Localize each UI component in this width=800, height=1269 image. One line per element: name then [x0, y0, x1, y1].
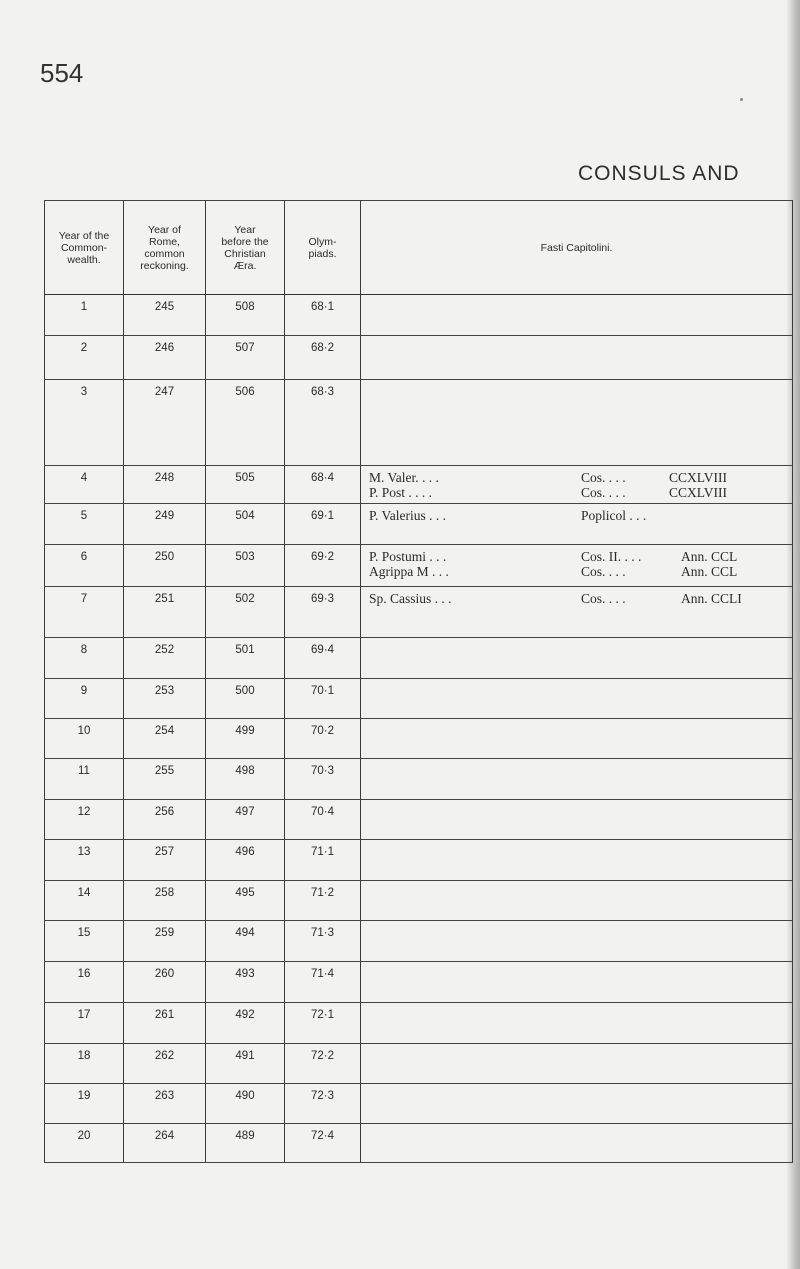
- cell-commonwealth: 4: [45, 466, 124, 504]
- table-row: [45, 638, 793, 679]
- consul-epithet: CCXLVIII: [669, 470, 728, 485]
- cell-fasti: [361, 295, 793, 336]
- cell-fasti: [361, 504, 793, 545]
- cell-rome: 257: [124, 840, 206, 881]
- table-row: [45, 587, 793, 638]
- cell-bce: 492: [206, 1003, 285, 1044]
- cell-rome: 249: [124, 504, 206, 545]
- cell-fasti: [361, 881, 793, 921]
- annus-number: Ann. CCL: [681, 549, 738, 564]
- cell-rome: 264: [124, 1124, 206, 1163]
- cell-commonwealth: 18: [45, 1044, 124, 1084]
- fasti-entry: [369, 549, 792, 564]
- table-row: [45, 1044, 793, 1084]
- cell-olympiad: 71·4: [285, 962, 361, 1003]
- cell-fasti: [361, 638, 793, 679]
- cell-rome: 263: [124, 1084, 206, 1124]
- office-title: Cos. . . .: [581, 485, 626, 500]
- table-row: [45, 759, 793, 800]
- consuls-table: [44, 200, 793, 1163]
- cell-fasti: [361, 587, 793, 638]
- table-row: [45, 1124, 793, 1163]
- cell-bce: 490: [206, 1084, 285, 1124]
- cell-fasti: [361, 1124, 793, 1163]
- cell-bce: 493: [206, 962, 285, 1003]
- cell-commonwealth: 5: [45, 504, 124, 545]
- table-row: [45, 380, 793, 466]
- cell-commonwealth: 20: [45, 1124, 124, 1163]
- cell-commonwealth: 2: [45, 336, 124, 380]
- cell-rome: 254: [124, 719, 206, 759]
- annus-number: Ann. CCLI: [681, 591, 742, 606]
- office-title: Cos. . . .: [581, 591, 626, 606]
- table-header-row: [45, 201, 793, 295]
- cell-bce: 498: [206, 759, 285, 800]
- consul-name: P. Post . . . .: [369, 485, 433, 500]
- cell-fasti: [361, 719, 793, 759]
- cell-bce: 494: [206, 921, 285, 962]
- cell-rome: 250: [124, 545, 206, 587]
- fasti-entry: [369, 564, 792, 579]
- cell-rome: 256: [124, 800, 206, 840]
- header-year-rome: Year of Rome, common reckoning.: [124, 201, 206, 295]
- office-title: Cos. II. . . .: [581, 549, 642, 564]
- office-title: Cos. . . .: [581, 564, 626, 579]
- table-row: [45, 881, 793, 921]
- table-row: [45, 466, 793, 504]
- cell-bce: 504: [206, 504, 285, 545]
- consul-name: M. Valer. . . .: [369, 470, 439, 485]
- office-title: Cos. . . .: [581, 470, 626, 485]
- cell-olympiad: 69·3: [285, 587, 361, 638]
- cell-bce: 489: [206, 1124, 285, 1163]
- cell-commonwealth: 12: [45, 800, 124, 840]
- cell-olympiad: 68·3: [285, 380, 361, 466]
- cell-olympiad: 69·1: [285, 504, 361, 545]
- cell-fasti: [361, 1003, 793, 1044]
- cell-rome: 252: [124, 638, 206, 679]
- cell-rome: 246: [124, 336, 206, 380]
- consul-epithet: CCXLVIII: [669, 485, 728, 500]
- annus-number: Ann. CCL: [681, 564, 738, 579]
- fasti-entry: [369, 508, 792, 523]
- table-row: [45, 295, 793, 336]
- header-fasti-capitolini: Fasti Capitolini.: [361, 201, 793, 295]
- header-year-commonwealth: Year of the Common- wealth.: [45, 201, 124, 295]
- cell-fasti: [361, 679, 793, 719]
- cell-olympiad: 68·1: [285, 295, 361, 336]
- cell-rome: 251: [124, 587, 206, 638]
- table-row: [45, 336, 793, 380]
- cell-commonwealth: 3: [45, 380, 124, 466]
- cell-fasti: [361, 336, 793, 380]
- cell-olympiad: 72·1: [285, 1003, 361, 1044]
- cell-fasti: [361, 1044, 793, 1084]
- page-number: 554: [40, 58, 84, 88]
- cell-fasti: [361, 1084, 793, 1124]
- cell-commonwealth: 13: [45, 840, 124, 881]
- cell-commonwealth: 19: [45, 1084, 124, 1124]
- cell-olympiad: 70·2: [285, 719, 361, 759]
- fasti-entry: [369, 485, 792, 500]
- header-olympiads: Olym- piads.: [285, 201, 361, 295]
- cell-commonwealth: 16: [45, 962, 124, 1003]
- cell-bce: 499: [206, 719, 285, 759]
- cell-bce: 496: [206, 840, 285, 881]
- consul-name: P. Postumi . . .: [369, 549, 447, 564]
- consul-name: Agrippa M . . .: [369, 564, 449, 579]
- consul-name: P. Valerius . . .: [369, 508, 447, 523]
- table-row: [45, 1003, 793, 1044]
- cell-commonwealth: 11: [45, 759, 124, 800]
- cell-olympiad: 69·4: [285, 638, 361, 679]
- table-row: [45, 800, 793, 840]
- cell-bce: 502: [206, 587, 285, 638]
- cell-olympiad: 72·2: [285, 1044, 361, 1084]
- cell-bce: 497: [206, 800, 285, 840]
- cell-rome: 255: [124, 759, 206, 800]
- cell-rome: 261: [124, 1003, 206, 1044]
- cell-olympiad: 68·2: [285, 336, 361, 380]
- cell-olympiad: 69·2: [285, 545, 361, 587]
- cell-bce: 507: [206, 336, 285, 380]
- table-row: [45, 921, 793, 962]
- table-body: [45, 295, 793, 1163]
- header-year-bce: Year before the Christian Æra.: [206, 201, 285, 295]
- cell-fasti: [361, 840, 793, 881]
- cell-fasti: [361, 545, 793, 587]
- cell-bce: 505: [206, 466, 285, 504]
- cell-commonwealth: 1: [45, 295, 124, 336]
- cell-olympiad: 71·1: [285, 840, 361, 881]
- cell-fasti: [361, 962, 793, 1003]
- cell-fasti: [361, 466, 793, 504]
- cell-commonwealth: 8: [45, 638, 124, 679]
- consul-name: Sp. Cassius . . .: [369, 591, 452, 606]
- cell-rome: 247: [124, 380, 206, 466]
- cell-commonwealth: 9: [45, 679, 124, 719]
- cell-olympiad: 72·3: [285, 1084, 361, 1124]
- cell-rome: 245: [124, 295, 206, 336]
- cell-rome: 248: [124, 466, 206, 504]
- cell-bce: 508: [206, 295, 285, 336]
- cell-olympiad: 70·3: [285, 759, 361, 800]
- cell-rome: 259: [124, 921, 206, 962]
- table-row: [45, 719, 793, 759]
- cell-olympiad: 70·1: [285, 679, 361, 719]
- print-speck: [740, 98, 743, 101]
- cell-rome: 253: [124, 679, 206, 719]
- cell-olympiad: 71·3: [285, 921, 361, 962]
- cell-commonwealth: 10: [45, 719, 124, 759]
- table-row: [45, 962, 793, 1003]
- fasti-entry: [369, 470, 792, 485]
- cell-bce: 491: [206, 1044, 285, 1084]
- cell-fasti: [361, 380, 793, 466]
- cell-rome: 260: [124, 962, 206, 1003]
- cell-bce: 503: [206, 545, 285, 587]
- cell-commonwealth: 17: [45, 1003, 124, 1044]
- cell-commonwealth: 6: [45, 545, 124, 587]
- cell-olympiad: 68·4: [285, 466, 361, 504]
- cell-olympiad: 70·4: [285, 800, 361, 840]
- table-row: [45, 1084, 793, 1124]
- cell-rome: 258: [124, 881, 206, 921]
- cell-commonwealth: 14: [45, 881, 124, 921]
- cell-bce: 500: [206, 679, 285, 719]
- table-row: [45, 545, 793, 587]
- cell-commonwealth: 15: [45, 921, 124, 962]
- table-row: [45, 840, 793, 881]
- table-row: [45, 504, 793, 545]
- fasti-entry: [369, 591, 792, 606]
- cell-bce: 506: [206, 380, 285, 466]
- cell-commonwealth: 7: [45, 587, 124, 638]
- cell-rome: 262: [124, 1044, 206, 1084]
- table-row: [45, 679, 793, 719]
- cell-olympiad: 71·2: [285, 881, 361, 921]
- cell-olympiad: 72·4: [285, 1124, 361, 1163]
- cell-bce: 495: [206, 881, 285, 921]
- cell-fasti: [361, 800, 793, 840]
- cell-fasti: [361, 759, 793, 800]
- running-title: CONSULS AND: [578, 162, 740, 185]
- cell-fasti: [361, 921, 793, 962]
- cell-bce: 501: [206, 638, 285, 679]
- office-title: Poplicol . . .: [581, 508, 647, 523]
